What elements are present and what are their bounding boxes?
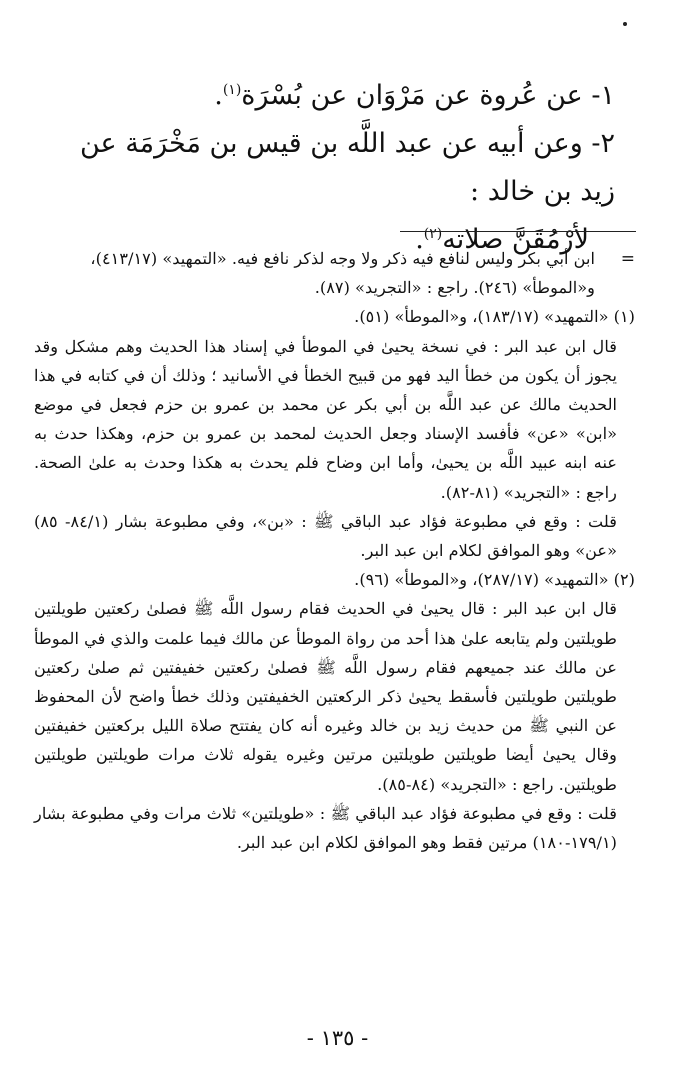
footnotes bbox=[34, 244, 635, 857]
footnote-ref-2: (٢) bbox=[423, 226, 443, 242]
hadith-line-2: ٢- وعن أبيه عن عبد اللَّه بن قيس بن مَخْرَمَة عن زيد بن خالد : bbox=[79, 128, 615, 207]
footnote-1-heading: (١) «التمهيد» (١٨٣/١٧)، و«الموطأ» (٥١). bbox=[354, 307, 635, 327]
hadith-1-end: . bbox=[214, 80, 223, 111]
footnote-2-body: قال ابن عبد البر : قال يحيىٰ في الحديث فقام رسول اللَّه ﷺ فصلىٰ ركعتين طويلتين طويلتين ولم يتابعه علىٰ هذا أحد من رواة الموطأ عن مالك فيما علمت والذي في الموطأ عن مالك عند جميعهم فقام رسول اللَّه ﷺ فصلىٰ ركعتين خفيفتين ثم صلىٰ ركعتين طويلتين طويلتين فأسقط يحيىٰ ذكر الركعتين الخفيفتين وذلك خطأ واضح لأن المحفوظ عن النبي ﷺ من حديث زيد بن خالد وغيره أنه كان يفتتح صلاة الليل بركعتين خفيفتين وقال يحيىٰ أيضا طويلتين طويلتين مرتين وغيره يقوله ثلاث مرات طويلتين طويلتين طويلتين. راجع : «التجريد» (٨٤-٨٥). bbox=[34, 599, 617, 794]
footnote-1-body: قال ابن عبد البر : في نسخة يحيىٰ في الموطأ في إسناد هذا الحديث وهم مشكل وقد يجوز أن يكون من خطأ اليد فهو من قبيح الخطأ في الأسانيد ؛ وذلك أن في كتابه في هذا الحديث مالك عن عبد اللَّه بن أبي بكر عن محمد بن عمرو بن حزم فجعل في موضع «ابن» «عن» فأفسد الإسناد وجعل الحديث لمحمد بن عمرو بن حزم، وهكذا حدث به عنه ابنه عبيد اللَّه بن يحيىٰ، وأما ابن وضاح فلم يحدث به هكذا وحدث به علىٰ الصحة. راجع : «التجريد» (٨١-٨٢). bbox=[34, 336, 617, 502]
page-number: - ١٣٥ - bbox=[306, 1026, 369, 1050]
footnote-continuation-line-1: ابن أبي بكر وليس لنافع فيه ذكر ولا وجه لذكر نافع فيه. «التمهيد» (٤١٣/١٧)، bbox=[90, 249, 595, 268]
main-text bbox=[40, 72, 615, 264]
footnote-2-remark: قلت : وقع في مطبوعة فؤاد عبد الباقي ﷺ : «طويلتين» ثلاث مرات وفي مطبوعة بشار (١٧٩/١-١٨٠) مرتين فقط وهو الموافق لكلام ابن عبد البر. bbox=[34, 803, 617, 853]
hadith-2-quote: لأرْمُقَنَّ صلاته bbox=[442, 224, 589, 255]
footnote-2-heading: (٢) «التمهيد» (٢٨٧/١٧)، و«الموطأ» (٩٦). bbox=[354, 570, 635, 590]
footnote-1-remark: قلت : وقع في مطبوعة فؤاد عبد الباقي ﷺ : «بن»، وفي مطبوعة بشار (٨٤/١- ٨٥) «عن» وهو الموافق لكلام ابن عبد البر. bbox=[34, 511, 617, 561]
continuation-mark: = bbox=[620, 249, 635, 269]
footnote-separator bbox=[400, 231, 636, 232]
hadith-2-end: . bbox=[415, 224, 424, 255]
footnote-ref-1: (١) bbox=[222, 82, 242, 98]
hadith-line-1 bbox=[40, 72, 615, 120]
footnote-continuation-line-2: و«الموطأ» (٢٤٦). راجع : «التجريد» (٨٧). bbox=[314, 278, 595, 298]
ink-dot bbox=[623, 22, 627, 26]
hadith-1-text: ١- عن عُروة عن مَرْوَان عن بُسْرَة bbox=[241, 80, 615, 111]
